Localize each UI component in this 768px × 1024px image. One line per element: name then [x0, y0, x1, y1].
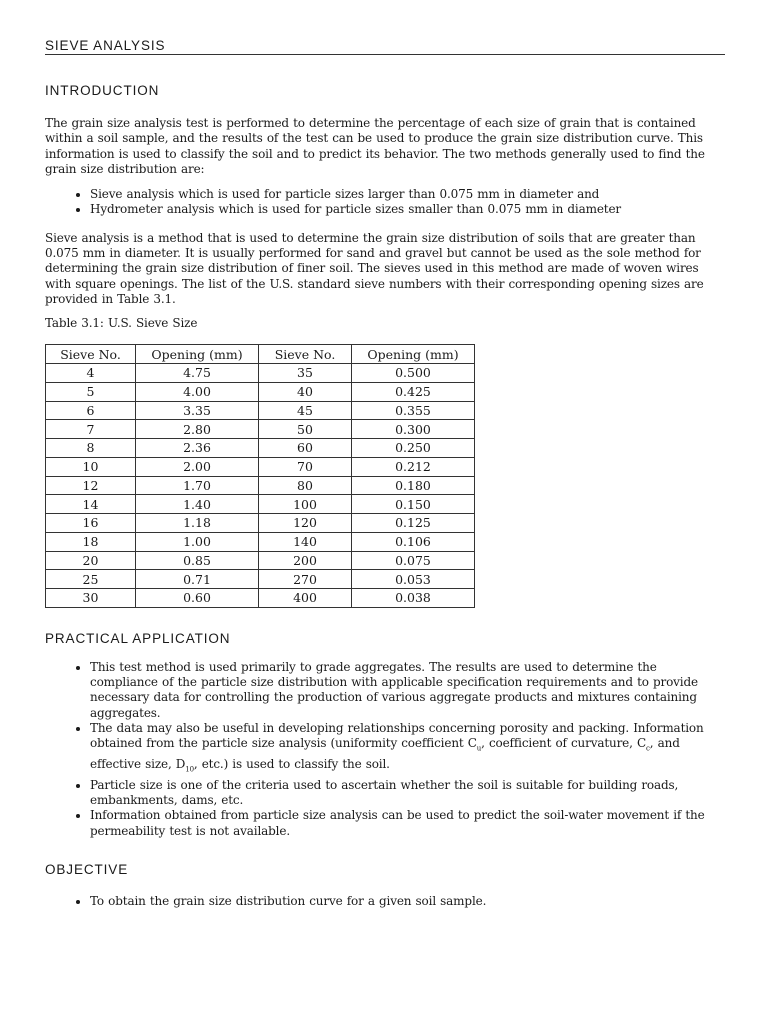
table-cell: 0.212	[352, 457, 475, 476]
methods-list	[45, 187, 725, 218]
table-cell: 30	[46, 589, 136, 608]
table-cell: 25	[46, 570, 136, 589]
table-cell: 16	[46, 514, 136, 533]
introduction-paragraph-1: The grain size analysis test is performed to determine the percentage of each size of grain that is contained within a soil sample, and the results of the test can be used to produce the grain size distribution curve. This information is used to classify the soil and to predict its behavior. The two methods generally used to find the grain size distribution are:	[45, 116, 705, 176]
table-cell: 8	[46, 439, 136, 458]
introduction-heading: INTRODUCTION	[45, 83, 160, 98]
table-cell: 60	[259, 439, 352, 458]
table-cell: 0.500	[352, 364, 475, 383]
table-cell: 18	[46, 532, 136, 551]
table-cell: 35	[259, 364, 352, 383]
table-cell: 0.180	[352, 476, 475, 495]
document-page	[45, 38, 725, 909]
list-item: • Information obtained from particle size analysis can be used to predict the soil-water movement if the permeability test is not available.	[90, 808, 725, 839]
table-row	[46, 589, 475, 608]
list-item: • The data may also be useful in developing relationships concerning porosity and packing. Information obtained from the particle size analysis (uniformity coefficient $C_u$, coefficient of curvature, $C_c$, and effective size, $D_{10}$, etc.) is used to classify the soil.	[90, 721, 725, 778]
table-cell: 7	[46, 420, 136, 439]
table-cell: 2.36	[136, 439, 259, 458]
table-row	[46, 551, 475, 570]
document-title: SIEVE ANALYSIS	[45, 38, 725, 55]
table-cell: 2.00	[136, 457, 259, 476]
table-cell: 0.71	[136, 570, 259, 589]
table-cell: 12	[46, 476, 136, 495]
table-cell: 1.00	[136, 532, 259, 551]
table-cell: 1.18	[136, 514, 259, 533]
practical-application-heading: PRACTICAL APPLICATION	[45, 630, 231, 646]
table-cell: 0.150	[352, 495, 475, 514]
table-cell: 1.70	[136, 476, 259, 495]
table-row	[46, 570, 475, 589]
objective-heading: OBJECTIVE	[45, 861, 129, 877]
list-item: • This test method is used primarily to grade aggregates. The results are used to determine the compliance of the particle size distribution with applicable specification requirements and to provide necessary data for controlling the production of various aggregate products and mixtures containing aggregates.	[90, 660, 725, 721]
practical-application-list	[45, 660, 725, 839]
list-item: • To obtain the grain size distribution curve for a given soil sample.	[90, 894, 725, 909]
table-cell: 80	[259, 476, 352, 495]
table-row	[46, 476, 475, 495]
table-cell: 0.300	[352, 420, 475, 439]
table-cell: 45	[259, 401, 352, 420]
list-item: • Sieve analysis which is used for particle sizes larger than 0.075 mm in diameter and	[90, 187, 725, 202]
header-opening-2: Opening (mm)	[352, 345, 475, 364]
table-cell: 4.75	[136, 364, 259, 383]
table-cell: 20	[46, 551, 136, 570]
table-cell: 0.075	[352, 551, 475, 570]
header-opening: Opening (mm)	[136, 345, 259, 364]
table-caption: Table 3.1: U.S. Sieve Size	[45, 316, 198, 331]
table-cell: 2.80	[136, 420, 259, 439]
table-body	[46, 364, 475, 608]
table-header-row	[46, 345, 475, 364]
table-cell: 50	[259, 420, 352, 439]
table-cell: 4	[46, 364, 136, 383]
table-cell: 0.250	[352, 439, 475, 458]
table-cell: 10	[46, 457, 136, 476]
table-row	[46, 420, 475, 439]
table-cell: 140	[259, 532, 352, 551]
introduction-paragraph-2: Sieve analysis is a method that is used to determine the grain size distribution of soils that are greater than 0.075 mm in diameter. It is usually performed for sand and gravel but cannot be used as the sole method for determining the grain size distribution of finer soil. The sieves used in this method are made of woven wires with square openings. The list of the U.S. standard sieve numbers with their corresponding opening sizes are provided in Table 3.1.	[45, 230, 704, 306]
table-cell: 0.038	[352, 589, 475, 608]
table-row	[46, 439, 475, 458]
objective-list	[45, 894, 725, 909]
table-cell: 0.425	[352, 382, 475, 401]
table-cell: 100	[259, 495, 352, 514]
table-row	[46, 382, 475, 401]
table-cell: 0.106	[352, 532, 475, 551]
table-cell: 14	[46, 495, 136, 514]
table-row	[46, 457, 475, 476]
list-item: • Hydrometer analysis which is used for particle sizes smaller than 0.075 mm in diameter	[90, 202, 725, 217]
table-cell: 270	[259, 570, 352, 589]
table-cell: 400	[259, 589, 352, 608]
table-cell: 1.40	[136, 495, 259, 514]
table-row	[46, 514, 475, 533]
table-cell: 3.35	[136, 401, 259, 420]
table-row	[46, 401, 475, 420]
table-cell: 5	[46, 382, 136, 401]
table-cell: 200	[259, 551, 352, 570]
header-sieve-no-2: Sieve No.	[259, 345, 352, 364]
table-cell: 0.85	[136, 551, 259, 570]
sieve-size-table	[45, 344, 475, 608]
list-item: • Particle size is one of the criteria used to ascertain whether the soil is suitable for building roads, embankments, dams, etc.	[90, 778, 725, 809]
table-row	[46, 495, 475, 514]
table-row	[46, 532, 475, 551]
table-cell: 0.125	[352, 514, 475, 533]
table-cell: 4.00	[136, 382, 259, 401]
table-cell: 0.60	[136, 589, 259, 608]
table-cell: 0.355	[352, 401, 475, 420]
table-cell: 120	[259, 514, 352, 533]
header-sieve-no: Sieve No.	[46, 345, 136, 364]
table-cell: 0.053	[352, 570, 475, 589]
table-cell: 40	[259, 382, 352, 401]
table-cell: 70	[259, 457, 352, 476]
table-cell: 6	[46, 401, 136, 420]
table-row	[46, 364, 475, 383]
